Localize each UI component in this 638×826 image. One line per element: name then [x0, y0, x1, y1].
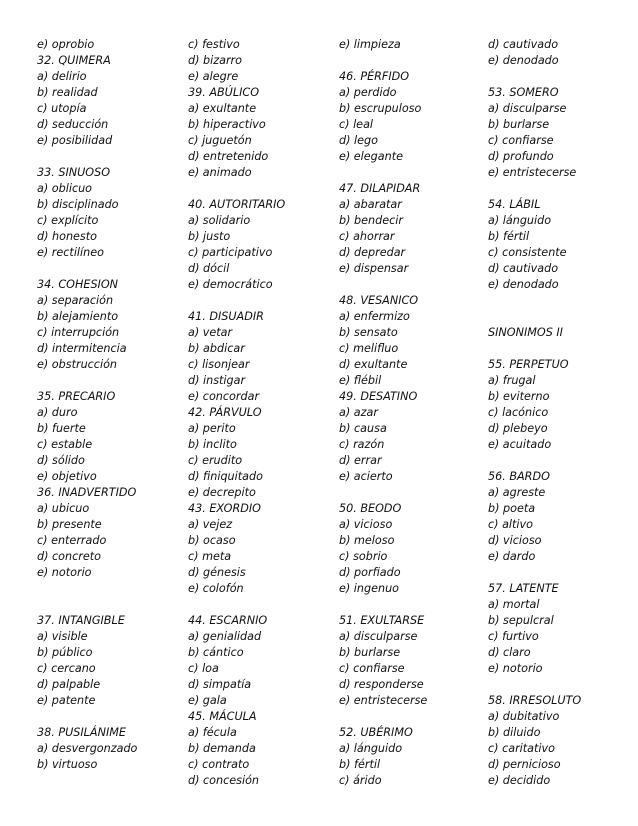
answer-option: b) burlarse [339, 646, 401, 659]
answer-option: c) ahorrar [339, 230, 395, 243]
answer-option: c) cercano [37, 662, 96, 675]
answer-option: b) fértil [339, 758, 381, 771]
answer-option: b) disciplinado [37, 198, 119, 211]
answer-option: b) hiperactivo [188, 118, 266, 131]
answer-option: c) furtivo [488, 630, 539, 643]
blank-line [188, 597, 285, 613]
question-heading: 34. COHESION [37, 278, 119, 291]
answer-option: b) causa [339, 422, 387, 435]
answer-option: e) ingenuo [339, 582, 400, 595]
answer-option: e) denodado [488, 278, 559, 291]
answer-option: a) ubicuo [37, 502, 90, 515]
answer-option: d) lego [339, 134, 378, 147]
answer-option: d) honesto [37, 230, 97, 243]
blank-line [37, 581, 137, 597]
blank-line [37, 149, 137, 165]
answer-option: d) responderse [339, 678, 424, 691]
question-heading: 47. DILAPIDAR [339, 182, 421, 195]
answer-option: a) dubitativo [488, 710, 560, 723]
question-heading: 33. SINUOSO [37, 166, 111, 179]
question-heading: 55. PERPETUO [488, 358, 569, 371]
answer-option: b) cántico [188, 646, 244, 659]
answer-option: d) claro [488, 646, 531, 659]
answer-option: a) oblicuo [37, 182, 93, 195]
answer-option: a) exultante [188, 102, 257, 115]
column-2 [188, 37, 285, 789]
answer-option: a) genialidad [188, 630, 262, 643]
blank-line [37, 597, 137, 613]
answer-option: c) contrato [188, 758, 250, 771]
answer-option: b) fértil [488, 230, 530, 243]
answer-option: b) poeta [488, 502, 536, 515]
answer-option: e) animado [188, 166, 252, 179]
answer-option: b) bendecir [339, 214, 403, 227]
answer-option: a) abaratar [339, 198, 402, 211]
question-heading: 56. BARDO [488, 470, 550, 483]
answer-option: c) erudito [188, 454, 243, 467]
answer-option: d) plebeyo [488, 422, 548, 435]
answer-option: b) burlarse [488, 118, 550, 131]
answer-option: a) vetar [188, 326, 233, 339]
answer-option: e) gala [188, 694, 227, 707]
answer-option: a) lánguido [339, 742, 403, 755]
question-heading: 45. MÁCULA [188, 710, 257, 723]
answer-option: e) notorio [37, 566, 92, 579]
answer-option: b) realidad [37, 86, 98, 99]
question-heading: 42. PÁRVULO [188, 406, 262, 419]
answer-option: b) abdicar [188, 342, 245, 355]
answer-option: e) patente [37, 694, 96, 707]
answer-option: c) melifluo [339, 342, 399, 355]
answer-option: d) profundo [488, 150, 554, 163]
answer-option: d) génesis [188, 566, 246, 579]
answer-option: d) finiquitado [188, 470, 263, 483]
answer-option: e) acuitado [488, 438, 552, 451]
answer-option: c) confiarse [339, 662, 405, 675]
answer-option: c) festivo [188, 38, 240, 51]
question-heading: 50. BEODO [339, 502, 402, 515]
answer-option: e) denodado [488, 54, 559, 67]
answer-option: a) duro [37, 406, 78, 419]
answer-option: e) colofón [188, 582, 244, 595]
answer-option: a) vejez [188, 518, 233, 531]
answer-option: d) porfiado [339, 566, 401, 579]
answer-option: a) lánguido [488, 214, 552, 227]
column-3 [339, 37, 427, 789]
question-heading: 51. EXULTARSE [339, 614, 425, 627]
answer-option: a) desvergonzado [37, 742, 138, 755]
answer-option: b) alejamiento [37, 310, 119, 323]
answer-option: b) demanda [188, 742, 256, 755]
answer-option: b) justo [188, 230, 231, 243]
blank-line [488, 677, 581, 693]
answer-option: c) consistente [488, 246, 567, 259]
answer-option: a) perdido [339, 86, 397, 99]
answer-option: c) explícito [37, 214, 99, 227]
answer-option: d) seducción [37, 118, 109, 131]
answer-option: e) obstrucción [37, 358, 118, 371]
answer-option: d) exultante [339, 358, 408, 371]
answer-option: c) enterrado [37, 534, 107, 547]
answer-option: a) perito [188, 422, 236, 435]
question-heading: 44. ESCARNIO [188, 614, 268, 627]
answer-option: e) decidido [488, 774, 551, 787]
answer-option: d) entretenido [188, 150, 269, 163]
answer-option: a) frugal [488, 374, 536, 387]
answer-option: e) alegre [188, 70, 239, 83]
answer-option: d) cautivado [488, 262, 559, 275]
question-heading: 43. EXORDIO [188, 502, 261, 515]
answer-option: e) dardo [488, 550, 536, 563]
section-heading: SINONIMOS II [488, 326, 563, 339]
answer-option: b) fuerte [37, 422, 86, 435]
blank-line [188, 293, 285, 309]
answer-option: c) leal [339, 118, 374, 131]
answer-option: a) vicioso [339, 518, 393, 531]
answer-option: c) interrupción [37, 326, 120, 339]
answer-option: d) palpable [37, 678, 101, 691]
question-heading: 57. LATENTE [488, 582, 559, 595]
blank-line [339, 165, 427, 181]
blank-line [37, 261, 137, 277]
answer-option: c) árido [339, 774, 382, 787]
blank-line [488, 453, 581, 469]
answer-option: b) sepulcral [488, 614, 554, 627]
blank-line [339, 277, 427, 293]
answer-option: c) juguetón [188, 134, 252, 147]
answer-option: c) altivo [488, 518, 533, 531]
question-heading: 36. INADVERTIDO [37, 486, 137, 499]
answer-option: b) diluido [488, 726, 541, 739]
question-heading: 40. AUTORITARIO [188, 198, 286, 211]
blank-line [488, 341, 581, 357]
answer-option: b) eviterno [488, 390, 550, 403]
blank-line [488, 565, 581, 581]
answer-option: c) participativo [188, 246, 273, 259]
answer-option: a) disculparse [339, 630, 418, 643]
blank-line [339, 709, 427, 725]
answer-option: d) depredar [339, 246, 406, 259]
question-heading: 37. INTANGIBLE [37, 614, 125, 627]
blank-line [339, 485, 427, 501]
answer-option: a) fécula [188, 726, 237, 739]
answer-option: d) concreto [37, 550, 101, 563]
answer-option: e) oprobio [37, 38, 95, 51]
blank-line [488, 293, 581, 309]
answer-option: c) lisonjear [188, 358, 250, 371]
answer-option: d) simpatía [188, 678, 252, 691]
question-heading: 49. DESATINO [339, 390, 418, 403]
answer-option: e) dispensar [339, 262, 409, 275]
question-heading: 54. LÁBIL [488, 198, 541, 211]
answer-option: b) sensato [339, 326, 398, 339]
answer-option: d) bizarro [188, 54, 243, 67]
answer-option: d) intermitencia [37, 342, 127, 355]
answer-option: c) utopía [37, 102, 87, 115]
blank-line [37, 709, 137, 725]
answer-option: b) meloso [339, 534, 395, 547]
blank-line [339, 597, 427, 613]
question-heading: 58. IRRESOLUTO [488, 694, 582, 707]
question-heading: 48. VESANICO [339, 294, 419, 307]
answer-option: a) disculparse [488, 102, 567, 115]
answer-option: c) sobrio [339, 550, 388, 563]
answer-option: e) objetivo [37, 470, 97, 483]
answer-option: d) vicioso [488, 534, 542, 547]
answer-option: b) presente [37, 518, 102, 531]
question-heading: 41. DISUADIR [188, 310, 264, 323]
answer-option: b) escrupuloso [339, 102, 422, 115]
answer-option: a) enfermizo [339, 310, 410, 323]
answer-option: c) confiarse [488, 134, 554, 147]
answer-option: c) loa [188, 662, 219, 675]
answer-option: a) solidario [188, 214, 251, 227]
answer-option: e) concordar [188, 390, 260, 403]
answer-option: d) cautivado [488, 38, 559, 51]
answer-option: c) lacónico [488, 406, 549, 419]
answer-option: d) sólido [37, 454, 85, 467]
answer-option: e) democrático [188, 278, 273, 291]
answer-option: e) decrepito [188, 486, 256, 499]
question-heading: 35. PRECARIO [37, 390, 116, 403]
answer-option: e) elegante [339, 150, 403, 163]
question-heading: 53. SOMERO [488, 86, 559, 99]
answer-option: d) instigar [188, 374, 246, 387]
answer-option: d) pernicioso [488, 758, 561, 771]
answer-option: c) razón [339, 438, 385, 451]
blank-line [488, 309, 581, 325]
answer-option: a) agreste [488, 486, 546, 499]
blank-line [339, 53, 427, 69]
question-heading: 32. QUIMERA [37, 54, 111, 67]
answer-option: e) entristecerse [488, 166, 577, 179]
answer-option: e) limpieza [339, 38, 401, 51]
blank-line [488, 181, 581, 197]
answer-option: b) inclito [188, 438, 237, 451]
column-1 [37, 37, 137, 773]
blank-line [37, 373, 137, 389]
question-heading: 39. ABÚLICO [188, 86, 260, 99]
answer-option: b) público [37, 646, 93, 659]
answer-option: e) entristecerse [339, 694, 428, 707]
answer-option: e) acierto [339, 470, 393, 483]
blank-line [488, 69, 581, 85]
answer-option: a) mortal [488, 598, 540, 611]
answer-option: c) caritativo [488, 742, 555, 755]
question-heading: 46. PÉRFIDO [339, 70, 410, 83]
answer-option: b) ocaso [188, 534, 236, 547]
answer-option: d) errar [339, 454, 382, 467]
answer-option: d) concesión [188, 774, 260, 787]
answer-option: e) notorio [488, 662, 543, 675]
answer-option: a) delirio [37, 70, 87, 83]
question-heading: 38. PUSILÁNIME [37, 726, 126, 739]
question-heading: 52. UBÉRIMO [339, 726, 413, 739]
answer-option: b) virtuoso [37, 758, 98, 771]
answer-option: e) posibilidad [37, 134, 113, 147]
blank-line [188, 181, 285, 197]
answer-option: a) azar [339, 406, 378, 419]
column-4 [488, 37, 581, 789]
answer-option: a) visible [37, 630, 88, 643]
answer-option: d) dócil [188, 262, 230, 275]
answer-option: e) flébil [339, 374, 382, 387]
answer-option: a) separación [37, 294, 114, 307]
answer-option: c) meta [188, 550, 232, 563]
answer-option: e) rectilíneo [37, 246, 104, 259]
answer-option: c) estable [37, 438, 93, 451]
